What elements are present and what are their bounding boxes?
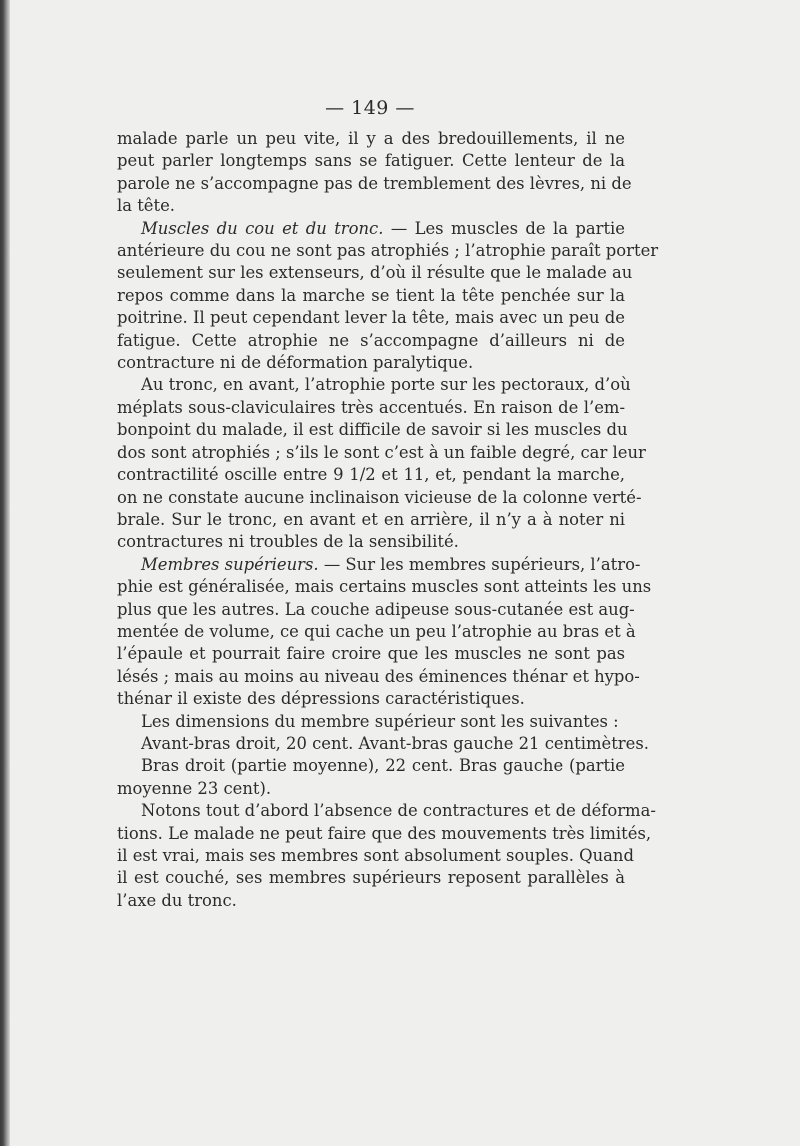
text-line: malade parle un peu vite, il y a des bredouillements, il ne [117,129,625,148]
section-heading-upper-limbs: Membres supérieurs. [141,554,319,574]
text-fragment: — Sur les membres supérieurs, l’atro- [318,554,641,574]
text-line: peut parler longtemps sans se fatiguer. Cette lenteur de la [117,151,625,171]
text-line: brale. Sur le tronc, en avant et en arrière, il n’y a à noter ni [117,509,625,529]
page-number: — 149 — [325,97,415,119]
text-line: phie est généralisée, mais certains muscles sont atteints les uns [117,577,652,597]
text-line: la tête. [117,196,176,216]
text-line: Au tronc, en avant, l’atrophie porte sur les pectoraux, d’où [141,375,631,395]
section-heading-neck-trunk: Muscles du cou et du tronc. [141,218,384,238]
text-line: l’axe du tronc. [117,890,237,910]
text-line: contractures ni troubles de la sensibilité. [117,532,459,552]
measurement-line: moyenne 23 cent). [117,778,272,798]
section-heading-line [117,554,641,576]
text-line: fatigue. Cette atrophie ne s’accompagne d’ailleurs ni de [117,330,625,350]
section-heading-line [117,218,625,240]
measurement-line: Avant-bras droit, 20 cent. Avant-bras gauche 21 centimètres. [141,733,649,753]
text-line: il est vrai, mais ses membres sont absolument souples. Quand [117,846,634,865]
text-line: thénar il existe des dépressions caractéristiques. [117,689,525,709]
text-line: parole ne s’accompagne pas de tremblement des lèvres, ni de [117,173,632,193]
text-line: Notons tout d’abord l’absence de contractures et de déforma- [141,801,656,821]
text-line: poitrine. Il peut cependant lever la tête, mais avec un peu de [117,308,625,328]
text-line: antérieure du cou ne sont pas atrophiés ; l’atrophie paraît porter [117,241,659,261]
text-fragment: — Les muscles de la partie [383,218,626,238]
text-line: contracture ni de déformation paralytique. [117,353,474,373]
text-line: plus que les autres. La couche adipeuse sous-cutanée est aug- [117,599,635,619]
text-line: tions. Le malade ne peut faire que des mouvements très limités, [117,823,652,843]
text-line: dos sont atrophiés ; s’ils le sont c’est à un faible degré, car leur [117,442,646,462]
text-line: Les dimensions du membre supérieur sont les suivantes : [141,711,619,731]
text-line: lésés ; mais au moins au niveau des éminences thénar et hypo- [117,666,640,686]
text-line: seulement sur les extenseurs, d’où il résulte que le malade au [117,263,633,283]
text-line: contractilité oscille entre 9 1/2 et 11, et, pendant la marche, [117,465,625,485]
text-line: méplats sous-claviculaires très accentués. En raison de l’em- [117,397,625,417]
text-line: bonpoint du malade, il est difficile de savoir si les muscles du [117,420,628,440]
body-text [117,128,659,912]
measurement-line: Bras droit (partie moyenne), 22 cent. Bras gauche (partie [141,756,625,776]
text-line: on ne constate aucune inclinaison vicieuse de la colonne verté- [117,487,642,507]
text-line: il est couché, ses membres supérieurs reposent parallèles à [117,868,625,888]
text-line: repos comme dans la marche se tient la tête penchée sur la [117,285,625,305]
text-line: mentée de volume, ce qui cache un peu l’atrophie au bras et à [117,621,636,641]
text-line: l’épaule et pourrait faire croire que les muscles ne sont pas [117,644,625,664]
